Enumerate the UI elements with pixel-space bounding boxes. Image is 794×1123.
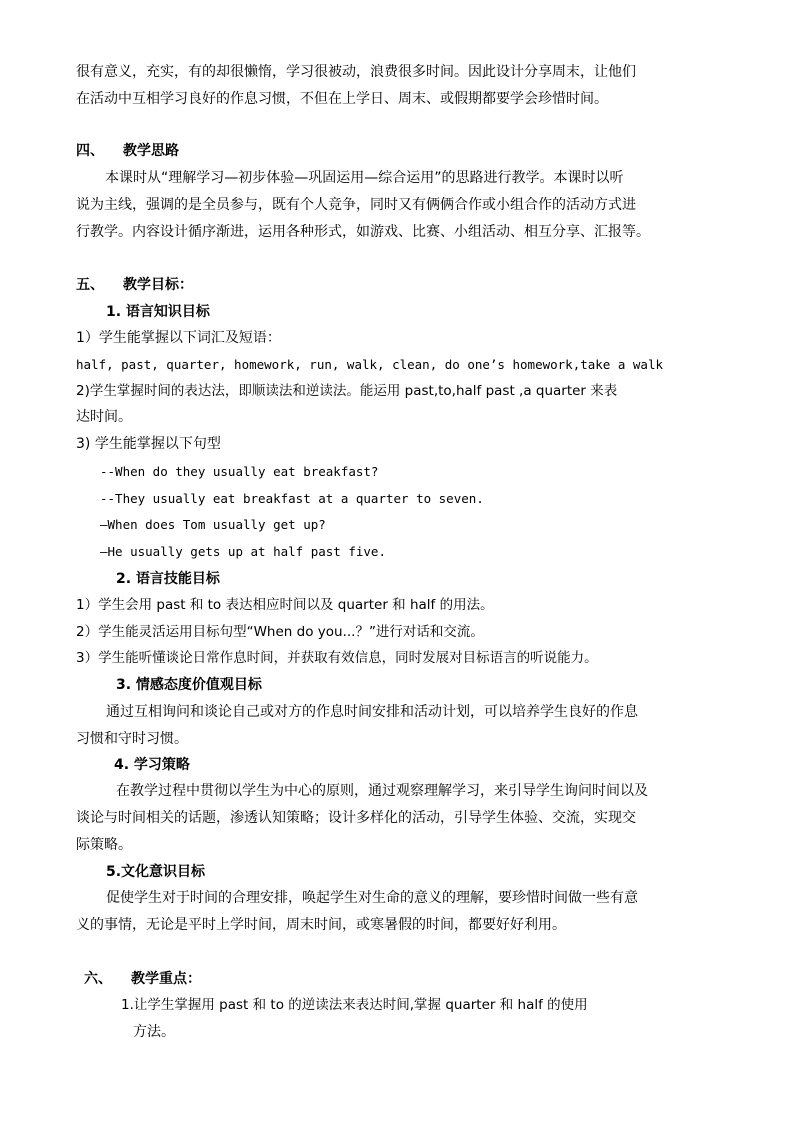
sub-1-vocab: half, past, quarter, homework, run, walk, clean, do one’s homework,take a walk <box>76 357 663 372</box>
sub-2-item-2: 2）学生能灵活运用目标句型“When do you...？”进行对话和交流。 <box>76 624 484 640</box>
sentence-2: --They usually eat breakfast at a quarter to seven. <box>100 491 484 506</box>
section-4-number: 四、 <box>76 143 104 159</box>
sub-5-para-1: 促使学生对于时间的合理安排，唤起学生对生命的意义的理解，要珍惜时间做一些有意 <box>106 890 638 906</box>
sub-5-title: 5.文化意识目标 <box>106 864 206 880</box>
section-6-item-1b: 方法。 <box>133 1024 175 1040</box>
sub-1-item-2b: 达时间。 <box>76 409 132 425</box>
sub-4-para-3: 际策略。 <box>76 837 132 853</box>
section-6-item-1a: 1.让学生掌握用 past 和 to 的逆读法来表达时间,掌握 quarter 和 half 的使用 <box>121 997 588 1013</box>
section-6-title: 教学重点： <box>131 971 201 987</box>
sub-2-item-1: 1）学生会用 past 和 to 表达相应时间以及 quarter 和 half 的用法。 <box>76 597 494 613</box>
sub-2-item-3: 3）学生能听懂谈论日常作息时间，并获取有效信息，同时发展对目标语言的听说能力。 <box>76 650 598 666</box>
section-5-title: 教学目标： <box>123 277 193 293</box>
intro-line-2: 在活动中互相学习良好的作息习惯，不但在上学日、周末、或假期都要学会珍惜时间。 <box>76 91 608 107</box>
sub-4-para-2: 谈论与时间相关的话题，渗透认知策略；设计多样化的活动，引导学生体验、交流，实现交 <box>76 810 636 826</box>
sub-1-title: 1. 语言知识目标 <box>106 304 210 320</box>
sentence-3: —When does Tom usually get up? <box>100 517 326 532</box>
intro-line-1: 很有意义，充实，有的却很懒惰，学习很被动，浪费很多时间。因此设计分享周末，让他们 <box>76 64 636 80</box>
sub-3-para-1: 通过互相询问和谈论自己或对方的作息时间安排和活动计划，可以培养学生良好的作息 <box>106 704 638 720</box>
section-4-para-3: 行教学。内容设计循序渐进，运用各种形式，如游戏、比赛、小组活动、相互分享、汇报等。 <box>76 224 650 240</box>
section-5-number: 五、 <box>76 277 104 293</box>
sentence-1: --When do they usually eat breakfast? <box>100 464 379 479</box>
sub-3-title: 3. 情感态度价值观目标 <box>116 677 262 693</box>
section-6-number: 六、 <box>84 971 112 987</box>
sub-1-item-2a: 2)学生掌握时间的表达法，即顺读法和逆读法。能运用 past,to,half past ,a quarter 来表 <box>76 383 618 399</box>
sentence-4: —He usually gets up at half past five. <box>100 544 386 559</box>
sub-4-title: 4. 学习策略 <box>114 757 190 773</box>
sub-1-item-3: 3) 学生能掌握以下句型 <box>76 436 221 452</box>
section-4-title: 教学思路 <box>123 143 179 159</box>
sub-5-para-2: 义的事情，无论是平时上学时间，周末时间，或寒暑假的时间，都要好好利用。 <box>76 917 566 933</box>
section-4-para-1: 本课时从“理解学习—初步体验—巩固运用—综合运用”的思路进行教学。本课时以听 <box>105 170 624 186</box>
sub-2-title: 2. 语言技能目标 <box>116 571 220 587</box>
sub-4-para-1: 在教学过程中贯彻以学生为中心的原则，通过观察理解学习，来引导学生询问时间以及 <box>116 783 648 799</box>
section-4-para-2: 说为主线，强调的是全员参与，既有个人竞争，同时又有俩俩合作或小组合作的活动方式进 <box>76 197 636 213</box>
sub-3-para-2: 习惯和守时习惯。 <box>76 731 188 747</box>
sub-1-item-1: 1）学生能掌握以下词汇及短语： <box>76 330 281 346</box>
